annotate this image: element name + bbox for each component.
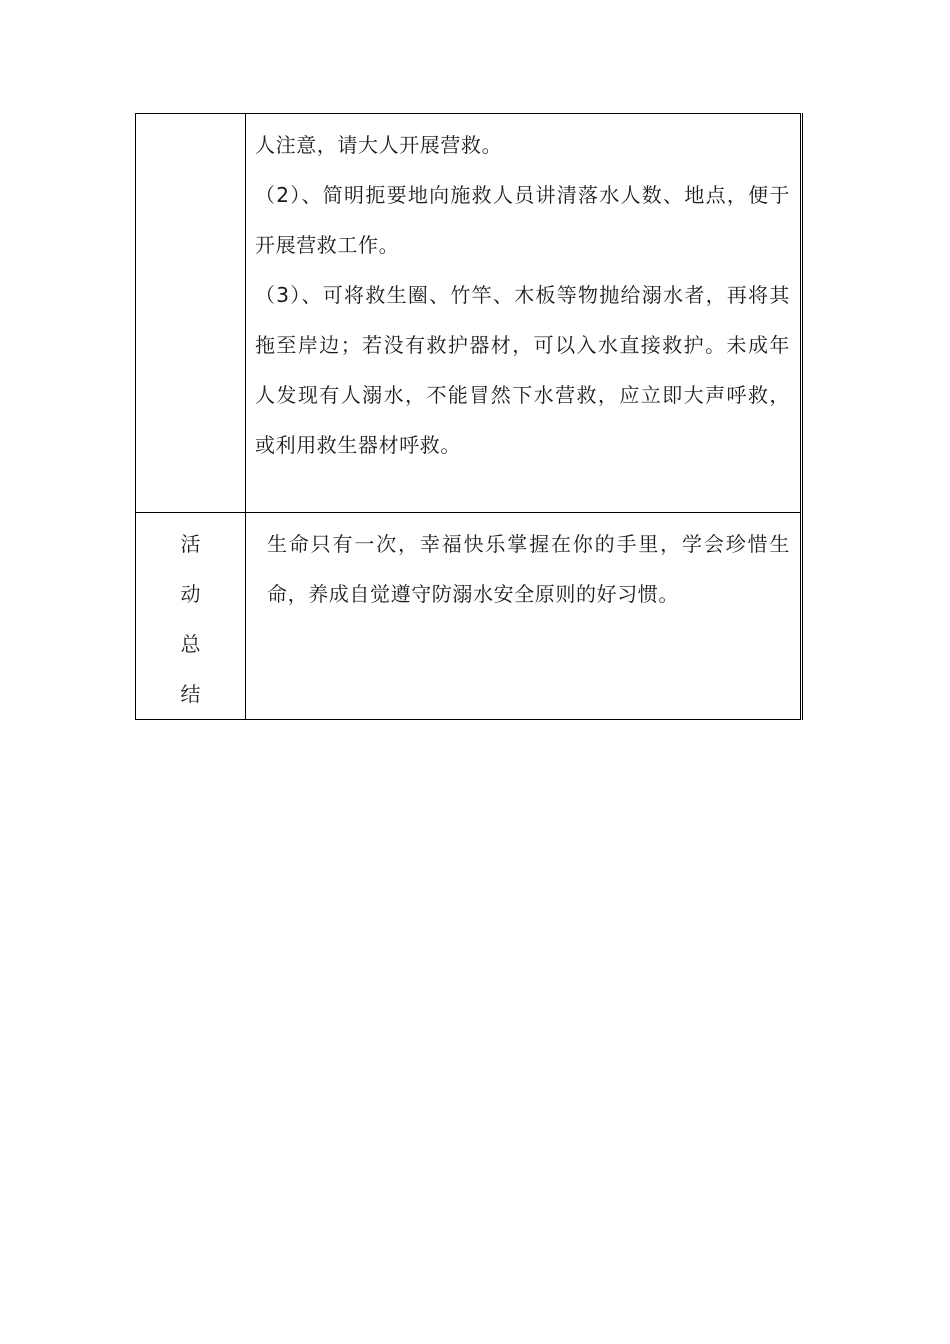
table-row-summary <box>136 513 802 720</box>
summary-label-char: 总 <box>180 632 201 656</box>
rescue-steps-cell <box>246 114 802 513</box>
paragraph-step-2: （2）、简明扼要地向施救人员讲清落水人数、地点，便于开展营救工作。 <box>255 183 790 257</box>
table-row-rescue-steps <box>136 114 802 513</box>
row-label-cell-summary <box>136 513 246 720</box>
paragraph-step-3: （3）、可将救生圈、竹竿、木板等物抛给溺水者，再将其拖至岸边；若没有救护器材，可以入水直接救护。未成年人发现有人溺水，不能冒然下水营救，应立即大声呼救，或利用救生器材呼救。 <box>255 283 790 457</box>
summary-label-char: 动 <box>180 582 201 606</box>
paragraph-notify-adult: 人注意，请大人开展营救。 <box>255 133 503 157</box>
activity-table <box>135 113 803 720</box>
summary-label-char: 活 <box>180 532 201 556</box>
summary-content-cell <box>246 513 802 720</box>
row-label-cell-empty <box>136 114 246 513</box>
summary-label-char: 结 <box>180 682 201 706</box>
summary-label <box>136 513 245 719</box>
paragraph-summary: 生命只有一次，幸福快乐掌握在你的手里，学会珍惜生命，养成自觉遵守防溺水安全原则的好习惯。 <box>267 532 790 606</box>
